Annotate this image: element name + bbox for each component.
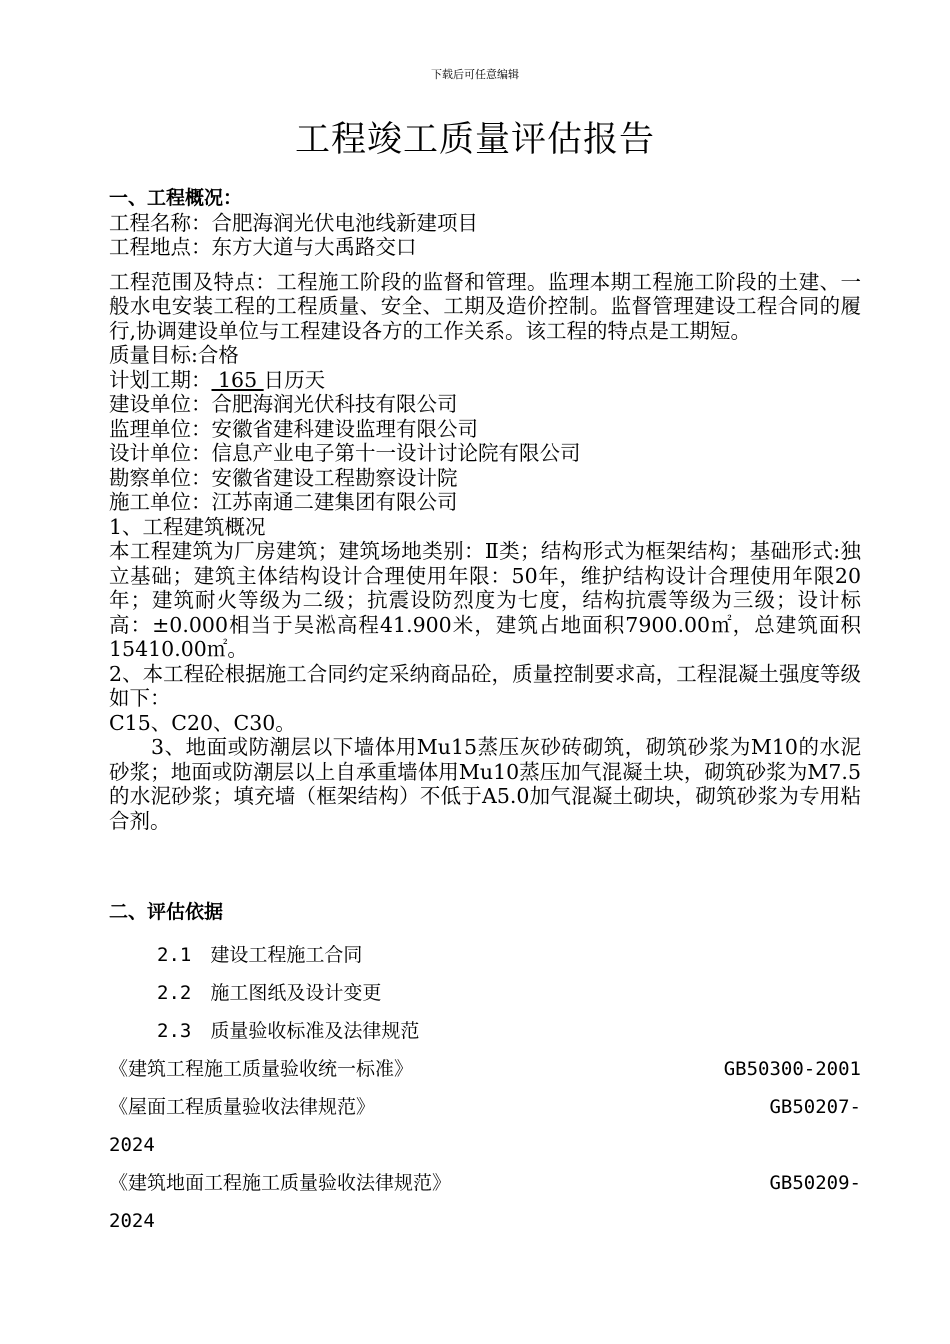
basis-item: 2.3 质量验收标准及法律规范 (157, 1020, 420, 1042)
item2-text: 2、本工程砼根据施工合同约定采纳商品砼，质量控制要求高，工程混凝土强度等级如下： (109, 661, 861, 710)
standard-code-wrap: 2024 (109, 1134, 155, 1156)
section-heading: 一、工程概况： (109, 187, 243, 209)
standard-row (109, 1088, 861, 1126)
surveyor-unit: 勘察单位：安徽省建设工程勘察设计院 (109, 465, 458, 490)
schedule (109, 368, 861, 393)
section-overview (109, 186, 861, 833)
supervisor-unit: 监理单位：安徽省建科建设监理有限公司 (109, 416, 478, 441)
project-location: 工程地点：东方大道与大禹路交口 (109, 235, 417, 259)
page-title: 工程竣工质量评估报告 (294, 120, 655, 160)
header-note: 下载后可任意编辑 (431, 68, 519, 81)
standard-code: GB50300-2001 (723, 1058, 861, 1080)
standard-row (109, 1164, 861, 1202)
standard-name: 《屋面工程质量验收法律规范》 (109, 1096, 376, 1118)
basis-item: 2.1 建设工程施工合同 (157, 944, 363, 966)
item2-grades: C15、C20、C30。 (109, 710, 296, 735)
basis-item: 2.2 施工图纸及设计变更 (157, 982, 382, 1004)
section-heading: 二、评估依据 (109, 901, 224, 923)
quality-target: 质量目标:合格 (109, 343, 239, 367)
standard-name: 《建筑工程施工质量验收统一标准》 (109, 1058, 414, 1080)
item1-text: 本工程建筑为厂房建筑；建筑场地类别：Ⅱ类；结构形式为框架结构；基础形式:独立基础；建筑主体结构设计合理使用年限：50年，维护结构设计合理使用年限20年；建筑耐火等级为二级；抗震设防烈度为七度，结构抗震等级为三级；设计标高：±0.000相当于吴淞高程41.900米，建筑占地面积7900.00㎡，总建筑面积15410.00㎡。 (109, 539, 861, 661)
schedule-value: 165 (211, 367, 264, 392)
standard-name: 《建筑地面工程施工质量验收法律规范》 (109, 1172, 452, 1194)
standard-row (109, 1050, 861, 1088)
schedule-prefix: 计划工期： (109, 367, 212, 392)
standard-code: GB50207- (769, 1096, 861, 1118)
owner-unit: 建设单位：合肥海润光伏科技有限公司 (109, 392, 458, 416)
schedule-suffix: 日历天 (263, 367, 326, 392)
item3-text: 3、地面或防潮层以下墙体用Mu15蒸压灰砂砖砌筑，砌筑砂浆为M10的水泥砂浆；地面或防潮层以上自承重墙体用Mu10蒸压加气混凝土块，砌筑砂浆为M7.5的水泥砂浆；填充墙（框架结构）不低于A5.0加气混凝土砌块，砌筑砂浆为专用粘合剂。 (109, 735, 861, 833)
standard-code-wrap: 2024 (109, 1210, 155, 1232)
section-basis (109, 900, 861, 1240)
project-scope: 工程范围及特点：工程施工阶段的监督和管理。监理本期工程施工阶段的土建、一般水电安装工程的工程质量、安全、工期及造价控制。监督管理建设工程合同的履行,协调建设单位与工程建设各方的工作关系。该工程的特点是工期短。 (109, 269, 861, 343)
standard-code: GB50209- (769, 1172, 861, 1194)
item1-title: 1、工程建筑概况 (109, 514, 266, 539)
designer-unit: 设计单位：信息产业电子第十一设计讨论院有限公司 (109, 441, 581, 465)
project-name: 工程名称：合肥海润光伏电池线新建项目 (109, 210, 478, 235)
contractor-unit: 施工单位：江苏南通二建集团有限公司 (109, 490, 458, 514)
